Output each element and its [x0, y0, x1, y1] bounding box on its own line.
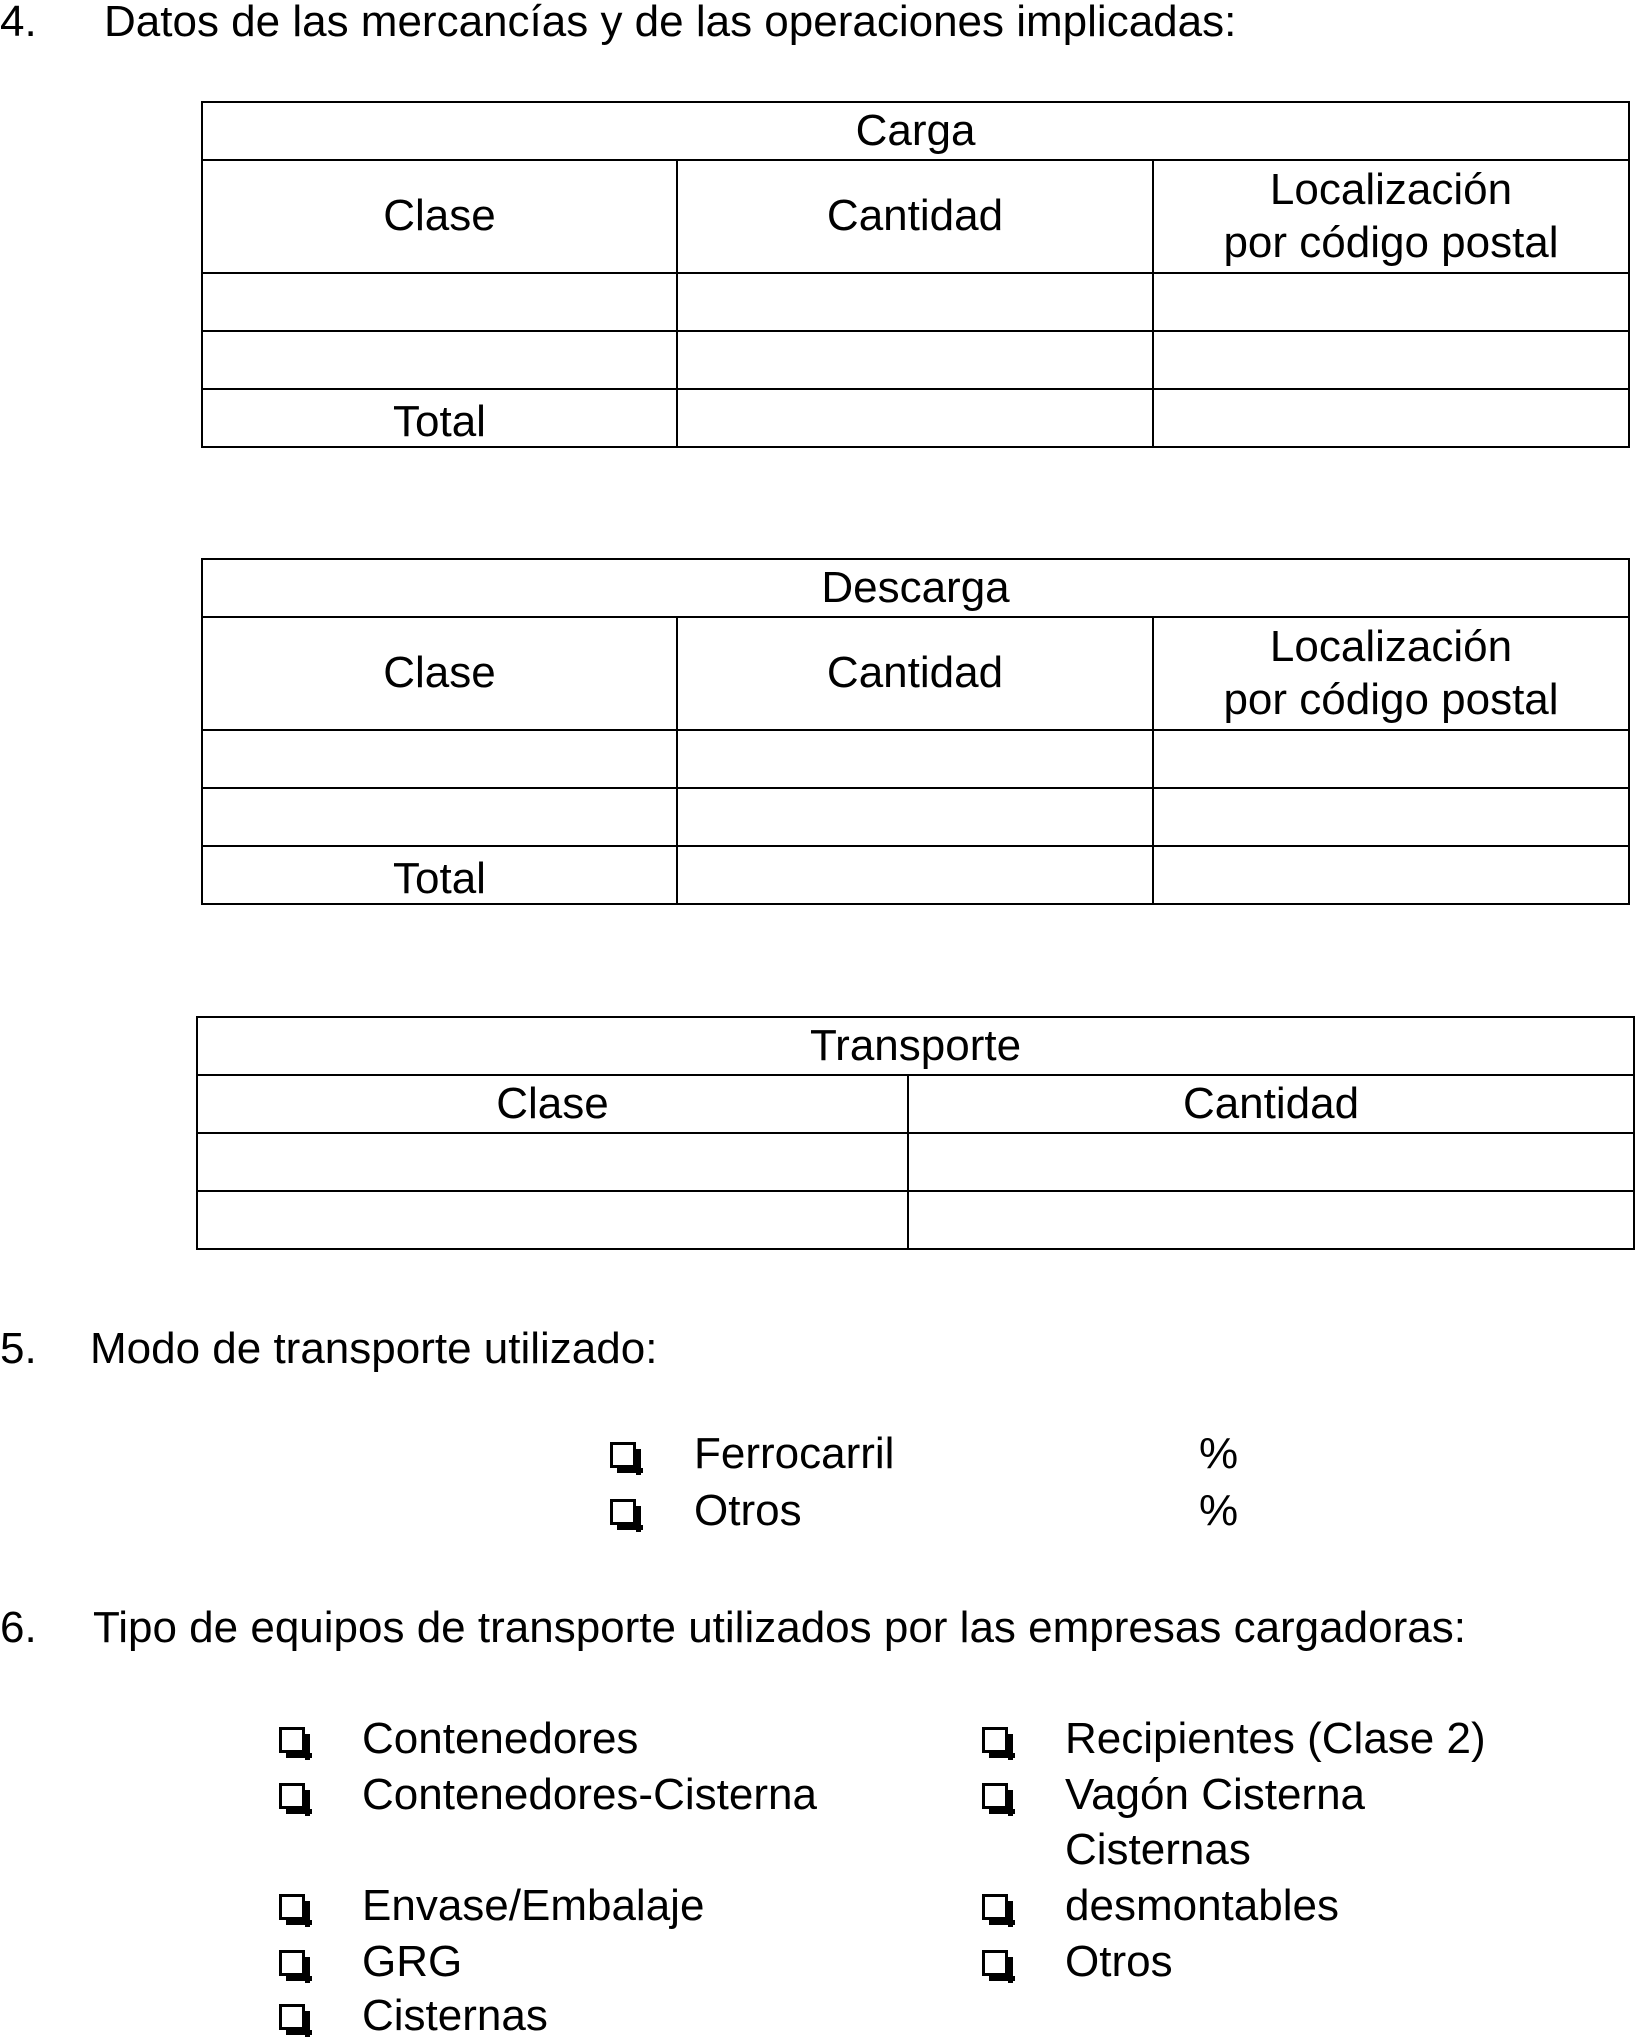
- carga-row1-cantidad-cell[interactable]: [677, 273, 1153, 331]
- contenedores-cisterna-checkbox-icon[interactable]: [279, 1783, 305, 1809]
- recipientes-checkbox-icon[interactable]: [982, 1727, 1008, 1753]
- carga-row1-localizacion-cell[interactable]: [1153, 273, 1629, 331]
- carga-title: Carga: [202, 102, 1629, 160]
- section-4-title: Datos de las mercancías y de las operaciones implicadas:: [104, 0, 1237, 46]
- carga-total-localizacion-cell[interactable]: [1153, 389, 1629, 447]
- descarga-row2-clase-cell[interactable]: [202, 788, 677, 846]
- contenedores-checkbox-icon[interactable]: [279, 1727, 305, 1753]
- transporte-row1-cantidad-cell[interactable]: [908, 1133, 1634, 1191]
- carga-row1-clase-cell[interactable]: [202, 273, 677, 331]
- section-4-heading: [0, 0, 1236, 44]
- option-otros-equipos[interactable]: [979, 1937, 1599, 1990]
- option-cisternas[interactable]: [276, 1994, 876, 2038]
- otros-modo-label: Otros: [694, 1486, 802, 1535]
- otros-equipos-label: Otros: [1065, 1937, 1173, 1986]
- carga-col-loc-line2: por código postal: [1223, 217, 1559, 267]
- option-otros-modo[interactable]: [607, 1486, 1247, 1539]
- otros-modo-checkbox-icon[interactable]: [610, 1499, 636, 1525]
- descarga-col-loc-line1: Localización: [1269, 621, 1513, 671]
- option-grg[interactable]: [276, 1937, 876, 1990]
- descarga-row2-cantidad-cell[interactable]: [677, 788, 1153, 846]
- section-5-title: Modo de transporte utilizado:: [90, 1324, 658, 1373]
- envase-embalaje-label: Envase/Embalaje: [362, 1881, 705, 1930]
- vagon-cisterna-label: Vagón Cisterna: [1065, 1770, 1366, 1819]
- descarga-col-loc-line2: por código postal: [1223, 674, 1559, 724]
- cisternas-desmontables-label: desmontables: [1065, 1881, 1339, 1930]
- descarga-total-label: Total: [202, 846, 677, 904]
- carga-table: [201, 101, 1630, 448]
- otros-modo-percent: %: [1199, 1486, 1239, 1535]
- carga-total-cantidad-cell[interactable]: [677, 389, 1153, 447]
- descarga-row1-cantidad-cell[interactable]: [677, 730, 1153, 788]
- transporte-row2-clase-cell[interactable]: [197, 1191, 908, 1249]
- section-6-heading: [0, 1603, 1466, 1652]
- option-ferrocarril[interactable]: [607, 1429, 1247, 1482]
- transporte-row1-clase-cell[interactable]: [197, 1133, 908, 1191]
- carga-row2-localizacion-cell[interactable]: [1153, 331, 1629, 389]
- section-6-number: 6.: [0, 1603, 37, 1652]
- ferrocarril-percent: %: [1199, 1429, 1239, 1478]
- ferrocarril-label: Ferrocarril: [694, 1429, 895, 1478]
- envase-embalaje-checkbox-icon[interactable]: [279, 1894, 305, 1920]
- descarga-row1-localizacion-cell[interactable]: [1153, 730, 1629, 788]
- carga-row2-clase-cell[interactable]: [202, 331, 677, 389]
- grg-checkbox-icon[interactable]: [279, 1950, 305, 1976]
- descarga-row2-localizacion-cell[interactable]: [1153, 788, 1629, 846]
- descarga-col-cantidad: Cantidad: [677, 617, 1153, 730]
- descarga-row1-clase-cell[interactable]: [202, 730, 677, 788]
- carga-total-label: Total: [202, 389, 677, 447]
- transporte-row2-cantidad-cell[interactable]: [908, 1191, 1634, 1249]
- option-contenedores-cisterna[interactable]: [276, 1770, 876, 1823]
- descarga-title: Descarga: [202, 559, 1629, 617]
- carga-col-clase: Clase: [202, 160, 677, 273]
- section-4-number: 4.: [0, 0, 37, 46]
- carga-col-localizacion: [1153, 160, 1629, 273]
- otros-equipos-checkbox-icon[interactable]: [982, 1950, 1008, 1976]
- recipientes-label: Recipientes (Clase 2): [1065, 1714, 1486, 1763]
- contenedores-cisterna-label: Contenedores-Cisterna: [362, 1770, 817, 1819]
- transporte-title: Transporte: [197, 1017, 1634, 1075]
- descarga-total-localizacion-cell[interactable]: [1153, 846, 1629, 904]
- section-5-number: 5.: [0, 1324, 37, 1373]
- transporte-col-cantidad: Cantidad: [908, 1075, 1634, 1133]
- descarga-col-localizacion: [1153, 617, 1629, 730]
- cisternas-label: Cisternas: [362, 1994, 548, 2038]
- option-envase-embalaje[interactable]: [276, 1881, 876, 1934]
- section-6-title: Tipo de equipos de transporte utilizados por las empresas cargadoras:: [93, 1603, 1466, 1652]
- cisternas-desmontables-line1: Cisternas: [1065, 1825, 1251, 1874]
- contenedores-label: Contenedores: [362, 1714, 639, 1763]
- carga-col-loc-line1: Localización: [1269, 164, 1513, 214]
- carga-col-cantidad: Cantidad: [677, 160, 1153, 273]
- descarga-col-clase: Clase: [202, 617, 677, 730]
- cisternas-desmontables-checkbox-icon[interactable]: [982, 1894, 1008, 1920]
- transporte-col-clase: Clase: [197, 1075, 908, 1133]
- grg-label: GRG: [362, 1937, 463, 1986]
- transporte-table: [196, 1016, 1635, 1250]
- option-recipientes-clase-2[interactable]: [979, 1714, 1599, 1767]
- descarga-total-cantidad-cell[interactable]: [677, 846, 1153, 904]
- cisternas-checkbox-icon[interactable]: [279, 2004, 305, 2030]
- ferrocarril-checkbox-icon[interactable]: [610, 1442, 636, 1468]
- descarga-table: [201, 558, 1630, 905]
- option-contenedores[interactable]: [276, 1714, 876, 1767]
- option-vagon-cisterna[interactable]: [979, 1770, 1599, 1823]
- vagon-cisterna-checkbox-icon[interactable]: [982, 1783, 1008, 1809]
- carga-row2-cantidad-cell[interactable]: [677, 331, 1153, 389]
- option-cisternas-desmontables[interactable]: [979, 1881, 1599, 1934]
- section-5-heading: [0, 1324, 658, 1373]
